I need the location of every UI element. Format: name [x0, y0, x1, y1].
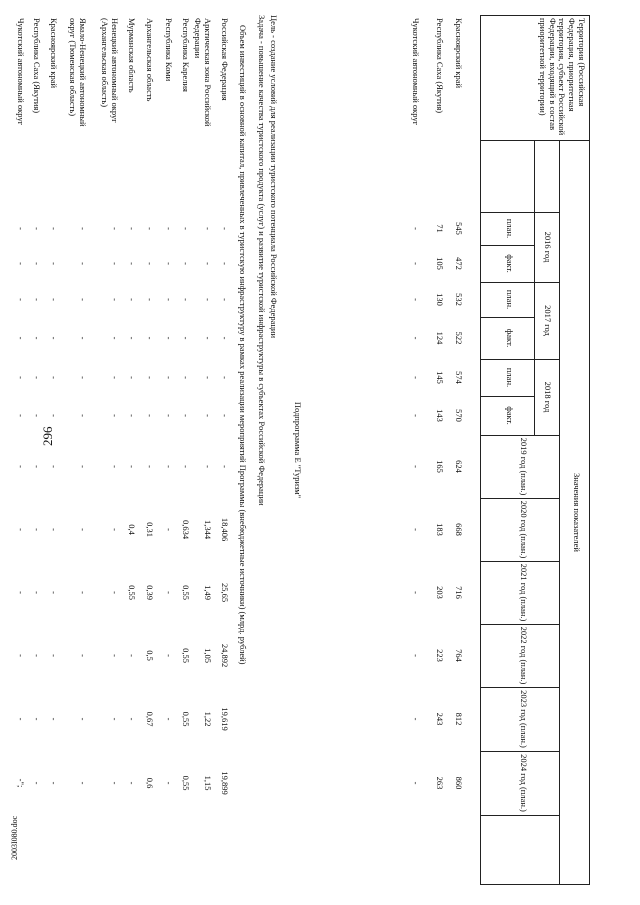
row-value: - — [32, 336, 42, 340]
row-value: - — [78, 336, 88, 340]
row-value: - — [110, 227, 120, 230]
row-name: Чукотский автономный округ — [411, 18, 421, 126]
row-value: - — [110, 262, 120, 265]
row-value: - — [411, 336, 421, 340]
row-value: 0,55 — [127, 585, 137, 600]
row-value: - — [49, 227, 59, 230]
row-value: 71 — [435, 224, 445, 233]
row-value: - — [16, 227, 26, 230]
row-value: - — [32, 414, 42, 417]
row-value: - — [32, 376, 42, 379]
row-name: Красноярский край — [454, 18, 464, 89]
row-value: - — [16, 528, 26, 531]
row-value: - — [16, 654, 26, 657]
row-value: 0,31 — [145, 522, 155, 537]
row-value: - — [78, 376, 88, 379]
footer-doc-code: 2003I080.doc — [10, 815, 19, 860]
header-plan-year: 2021 год (план.) — [519, 563, 529, 622]
row-value: - — [411, 227, 421, 230]
row-value: - — [164, 336, 174, 340]
row-value: 19,899 — [220, 771, 230, 795]
row-value: - — [110, 717, 120, 721]
row-value: - — [145, 227, 155, 230]
row-name: Республика Саха (Якутия) — [435, 18, 445, 114]
row-value: - — [127, 262, 137, 265]
row-value: - — [110, 654, 120, 657]
row-value: - — [78, 465, 88, 468]
header-year-2016: 2016 год — [543, 231, 553, 263]
row-value: - — [78, 781, 88, 785]
row-value: - — [49, 465, 59, 468]
row-name: Ямало-Ненецкий автономный округ (Тюменская область) — [68, 18, 88, 127]
row-value: 472 — [454, 257, 464, 270]
header-fact: факт. — [505, 328, 515, 348]
row-value: 0,67 — [145, 711, 155, 727]
row-value: - — [181, 336, 191, 340]
row-value: - — [181, 227, 191, 230]
row-value: 624 — [454, 460, 464, 473]
row-value: 668 — [454, 523, 464, 536]
row-value: - — [145, 376, 155, 379]
row-value: - — [110, 528, 120, 531]
row-value: - — [110, 465, 120, 468]
row-value: 24,892 — [220, 643, 230, 668]
row-value: - — [145, 336, 155, 340]
row-value: - — [78, 414, 88, 417]
row-value: - — [32, 528, 42, 531]
row-value: 0,55 — [181, 648, 191, 663]
row-value: - — [181, 465, 191, 468]
row-value: - — [78, 298, 88, 301]
row-value: 130 — [435, 293, 445, 306]
row-value: - — [411, 528, 421, 531]
row-value: 263 — [435, 776, 445, 790]
header-fact: факт. — [505, 254, 515, 273]
row-value: - — [127, 781, 137, 785]
row-value: - — [145, 414, 155, 417]
row-value: - — [203, 414, 213, 417]
row-value: - — [49, 376, 59, 379]
row-value: - — [220, 227, 230, 230]
header-year-2017: 2017 год — [543, 305, 553, 336]
row-value: - — [411, 465, 421, 468]
row-value: - — [127, 227, 137, 230]
row-value: - — [220, 414, 230, 417]
row-value: - — [127, 465, 137, 468]
row-value: - — [145, 298, 155, 301]
row-value: - — [411, 262, 421, 265]
row-value: 0,4 — [127, 524, 137, 535]
row-value: 0,634 — [181, 519, 191, 540]
row-name: Российская Федерация — [220, 18, 230, 101]
row-value: - — [16, 298, 26, 301]
header-plan-year: 2024 год (план.) — [519, 754, 529, 812]
row-name: Ненецкий автономный округ (Архангельская область) — [100, 18, 120, 123]
row-value: - — [411, 717, 421, 721]
row-value: 105 — [435, 257, 445, 270]
row-value: - — [203, 298, 213, 301]
row-value: - — [220, 376, 230, 379]
row-value: 1,05 — [203, 648, 213, 663]
row-value: - — [145, 262, 155, 265]
row-value: 243 — [435, 712, 445, 726]
row-value: - — [110, 298, 120, 301]
row-value: - — [32, 227, 42, 230]
row-value: - — [164, 717, 174, 721]
row-value: - — [203, 465, 213, 468]
row-value: - — [49, 528, 59, 531]
row-value: - — [110, 781, 120, 785]
row-value: - — [220, 336, 230, 340]
row-value: - — [203, 227, 213, 230]
row-value: 0,39 — [145, 585, 155, 600]
row-name: Чукотский автономный округ — [16, 18, 26, 126]
task-text: Задача - повышение качества туристского продукта (услуг) и развитие туристской инфраструктуры в субъектах Российской Федерации — [257, 15, 267, 506]
row-value: 0,6 — [145, 777, 155, 789]
row-value: - — [164, 262, 174, 265]
row-value: 143 — [435, 409, 445, 422]
row-name: Красноярский край — [49, 18, 59, 89]
header-territory: Территория (Российская Федерация, приоритетная территория, субъект Российской Федерации, входящий в состав приоритетной территории) — [537, 18, 587, 136]
row-value: - — [49, 781, 59, 785]
row-value: - — [32, 591, 42, 594]
row-value: - — [411, 654, 421, 657]
row-value: - — [16, 336, 26, 340]
row-value: - — [49, 262, 59, 265]
row-value: 570 — [454, 409, 464, 422]
row-value: 145 — [435, 371, 445, 384]
row-value: 0,55 — [181, 585, 191, 600]
row-value: 574 — [454, 371, 464, 384]
row-value: - — [181, 298, 191, 301]
row-value: - — [78, 528, 88, 531]
row-value: 532 — [454, 293, 464, 306]
row-value: 545 — [454, 222, 464, 235]
header-values: Значения показателей — [572, 473, 582, 552]
row-value: - — [127, 717, 137, 721]
row-value: 1,49 — [203, 585, 213, 600]
row-value: - — [110, 376, 120, 379]
row-value: - — [164, 227, 174, 230]
row-value: - — [49, 591, 59, 594]
row-value: - — [49, 654, 59, 657]
row-value: 124 — [435, 331, 445, 345]
row-value: - — [16, 414, 26, 417]
subprogram-title: Подпрограмма Е "Туризм" — [293, 401, 303, 499]
row-value: - — [127, 298, 137, 301]
row-value: 18,406 — [220, 517, 230, 542]
header-plan: план. — [505, 218, 515, 239]
row-value: 1,344 — [203, 519, 213, 540]
row-value: 764 — [454, 649, 464, 662]
header-plan-year: 2020 год (план.) — [519, 500, 529, 559]
row-value: - — [32, 298, 42, 301]
header-plan: план. — [505, 289, 515, 310]
row-value: 25,65 — [220, 582, 230, 603]
row-value: - — [164, 376, 174, 379]
indicator-text: Объем инвестиций в основной капитал, привлеченных в туристскую инфраструктуру в рамках реализации мероприятий Программы (внебюджетные источники) (млрд. рублей) — [238, 25, 248, 665]
row-value: - — [16, 591, 26, 594]
row-value: 1,15 — [203, 775, 213, 791]
row-name: Республика Коми — [164, 18, 174, 82]
header-fact: факт. — [505, 406, 515, 425]
row-value: - — [49, 336, 59, 340]
row-value: - — [78, 262, 88, 265]
row-value: - — [49, 298, 59, 301]
row-value: - — [411, 376, 421, 379]
row-value: - — [49, 414, 59, 417]
row-value: - — [127, 336, 137, 340]
row-value: - — [164, 298, 174, 301]
row-value: - — [145, 465, 155, 468]
row-value: - — [110, 591, 120, 594]
row-value: - — [127, 376, 137, 379]
row-value: - — [220, 262, 230, 265]
row-value: - — [32, 781, 42, 785]
row-value: 223 — [435, 649, 445, 662]
row-value: 860 — [454, 776, 464, 790]
row-value: - — [49, 717, 59, 721]
row-name: Республика Саха (Якутия) — [32, 18, 42, 114]
row-name: Архангельская область — [145, 18, 155, 102]
row-value: - — [164, 465, 174, 468]
row-value: - — [164, 654, 174, 657]
header-plan-year: 2019 год (план.) — [519, 437, 529, 496]
page-number: 296 — [40, 426, 55, 446]
row-value: - — [411, 298, 421, 301]
header-plan-year: 2023 год (план.) — [519, 690, 529, 748]
row-value: 0,5 — [145, 650, 155, 661]
row-value: - — [16, 465, 26, 468]
row-name: Республика Карелия — [181, 18, 191, 92]
row-value: - — [127, 654, 137, 657]
row-name: Арктическая зона Российской Федерации — [193, 18, 213, 127]
row-value: - — [78, 591, 88, 594]
row-value: - — [203, 262, 213, 265]
row-value: - — [78, 654, 88, 657]
row-value: 19,619 — [220, 707, 230, 731]
rotated-table-sheet — [16, 15, 590, 890]
row-value: - — [16, 262, 26, 265]
row-value: - — [164, 528, 174, 531]
goal-text: Цель - создание условий для реализации туристского потенциала Российской Федерации — [269, 15, 279, 339]
header-plan: план. — [505, 367, 515, 388]
row-value: - — [203, 336, 213, 340]
row-value: 203 — [435, 586, 445, 599]
row-value: - — [181, 376, 191, 379]
row-value: 0,55 — [181, 711, 191, 727]
row-value: - — [181, 262, 191, 265]
row-value: - — [32, 717, 42, 721]
row-value: -"; — [16, 778, 26, 788]
row-value: - — [203, 376, 213, 379]
row-value: - — [32, 262, 42, 265]
row-value: - — [411, 781, 421, 785]
row-value: - — [220, 465, 230, 468]
row-value: - — [110, 336, 120, 340]
row-value: - — [164, 591, 174, 594]
row-value: 522 — [454, 331, 464, 345]
row-value: - — [164, 781, 174, 785]
row-value: - — [127, 414, 137, 417]
row-value: 183 — [435, 523, 445, 536]
row-value: - — [78, 227, 88, 230]
row-value: - — [78, 717, 88, 721]
row-value: 1,22 — [203, 711, 213, 727]
row-value: - — [164, 414, 174, 417]
row-value: 812 — [454, 712, 464, 726]
row-value: - — [32, 654, 42, 657]
row-value: - — [411, 414, 421, 417]
row-value: - — [16, 376, 26, 379]
row-name: Мурманская область — [127, 18, 137, 93]
row-value: 716 — [454, 586, 464, 599]
row-value: - — [16, 717, 26, 721]
row-value: 0,55 — [181, 775, 191, 791]
row-value: 165 — [435, 460, 445, 473]
row-value: - — [411, 591, 421, 594]
header-year-2018: 2018 год — [543, 381, 553, 413]
row-value: - — [32, 465, 42, 468]
row-value: - — [220, 298, 230, 301]
header-plan-year: 2022 год (план.) — [519, 626, 529, 685]
row-value: - — [181, 414, 191, 417]
row-value: - — [110, 414, 120, 417]
